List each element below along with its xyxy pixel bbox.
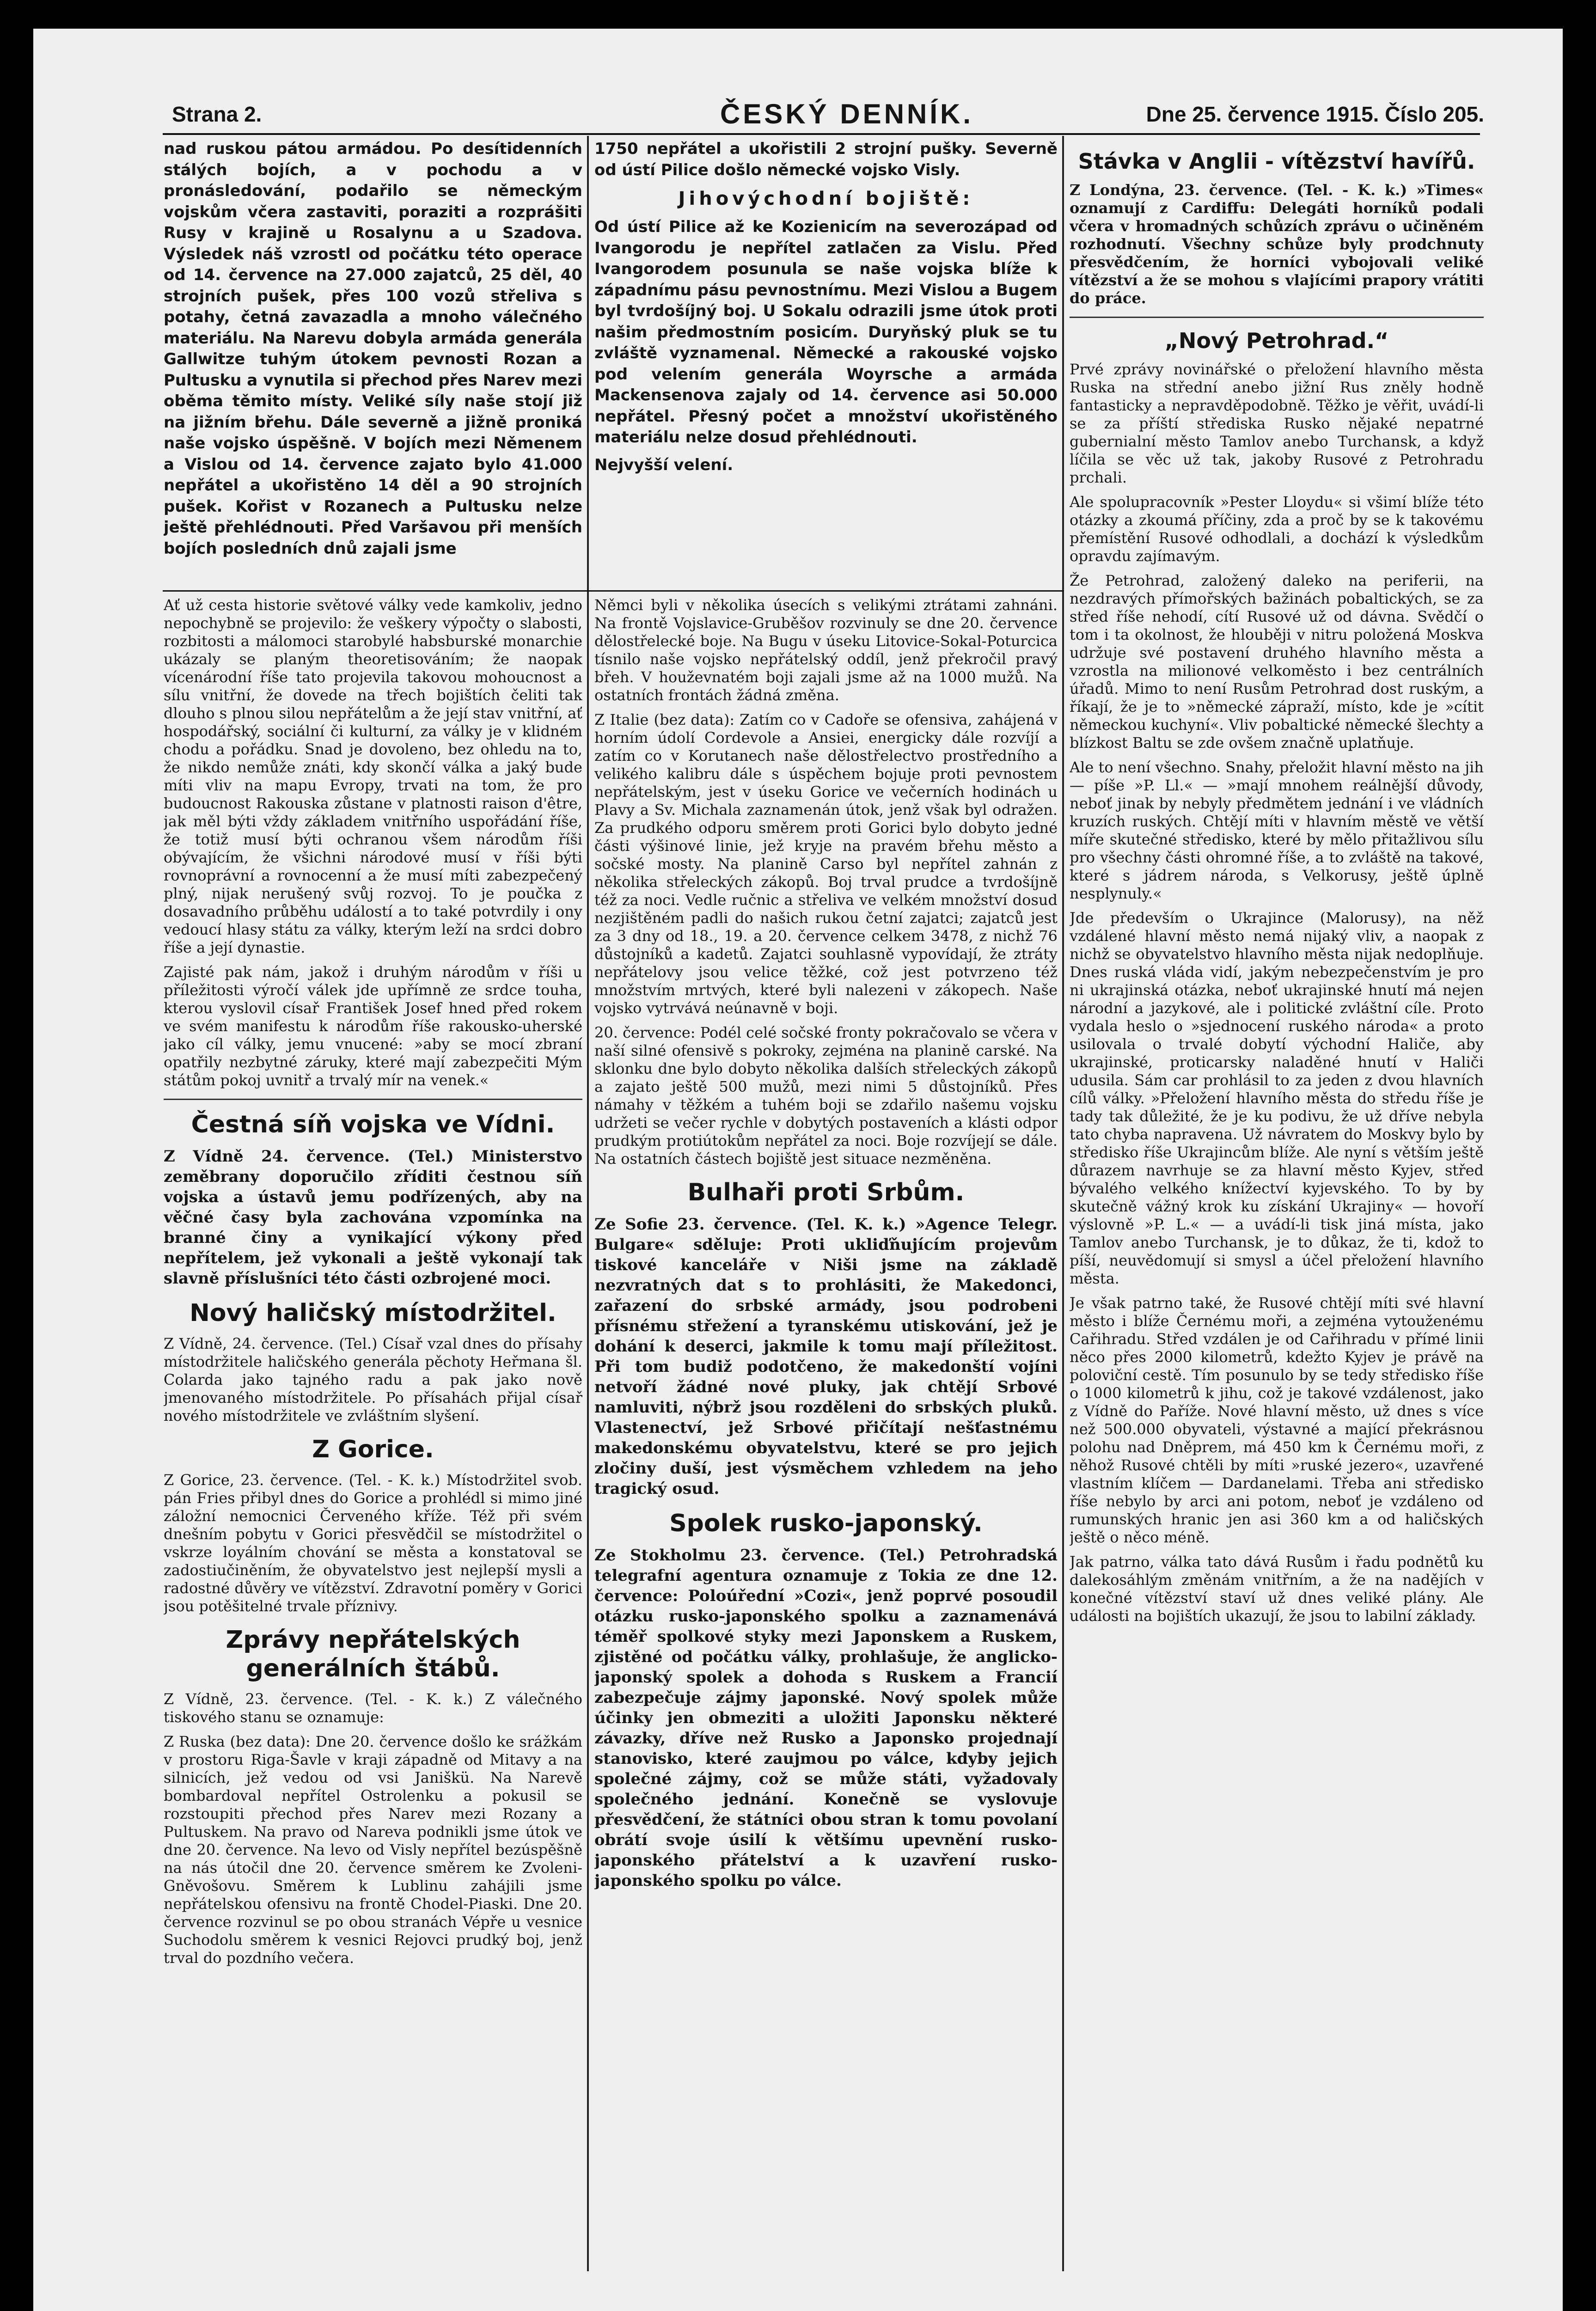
subheading-southeast-front: Jihovýchodní bojiště:: [678, 188, 974, 209]
petrograd-para-1: Prvé zprávy novinářské o přeložení hlavního města Ruska na střední anebo jižní Rus zněly hodně fantasticky a nepravděpodobně. Těžko je věřit, uvádí-li se za příští střediska Rusko nějaké nepatrné gubernialní město Tamlov anebo Turchansk, a když líčila se věc už tak, jakoby Rusové z Petrohradu prchali.: [1070, 361, 1484, 486]
divider: [164, 1099, 582, 1100]
heading-enemy-staff-reports: Zprávy nepřátelských generálních štábů.: [226, 1626, 520, 1682]
article-honor-hall: Z Vídně 24. července. (Tel.) Ministerstvo zeměbrany doporučilo zříditi čestnou síň vojska a ústavů jemu podřízených, aby na věčné časy byla zachována vzpomínka na branné činy a vynikající výkony před nepřítelem, jež vykonali a ještě vykonají tak slavně příslušníci této části ozbrojené moci.: [164, 1147, 582, 1288]
page-number: Strana 2.: [172, 102, 262, 126]
petrograd-para-6: Je však patrno také, že Rusové chtějí míti své hlavní město i blíže Černému moři, a zejména vytouženému Cařihradu. Střed vzdálen je od Cařihradu v přímé linii něco přes 2000 kilometrů, kdežto Kyjev je právě na poloviční cestě. Tím posunulo by se tedy středisko říše o 1000 kilometrů k jihu, což je takové vzdálenost, jako z Vídně do Paříže. Nové hlavní město, už dnes s více než 500.000 obyvateli, výstavné a mající překrásnou polohu nad Dněprem, má 450 km k Černému moři, z něhož Rusové chtěli by míti »ruské jezero«, uzavřené vlastním klíčem — Dardanelami. Třeba ani středisko říše nebylo by arci ani potom, neboť je vzdáleno od rumunských hranic jen asi 360 km a od haličských ještě o něco méně.: [1070, 1294, 1484, 1546]
article-anniversary-2: Zajisté pak nám, jakož i druhým národům v říši u příležitosti výročí válek jde upřímně ze srdce touha, kterou vyslovil císař František Josef hned před rokem ve svém manifestu k národům říše rakousko-uherské jako cíl války, jemu vnucené: »aby se mocí zbraní opatřily nezbytné záruky, které mají zabezpečiti Mým státům pokoj uvnitř a trvalý mír na venek.«: [164, 963, 582, 1089]
newspaper-page: [33, 29, 1563, 2311]
col2-top-text: 1750 nepřátel a ukořistili 2 strojní pušky. Severně od ústí Pilice došlo německé vojsko Visly.: [594, 140, 1058, 179]
article-anniversary-1: Ať už cesta historie světové války vede kamkoliv, jedno nepochybně se projevilo: že veškery výpočty o slabosti, rozbitosti a málomoci starobylé habsburské monarchie ukázaly se planým theoretisováním; že naopak vícenárodní říše tato projevila takovou mohoucnost a sílu vnitřní, že dovede na třech bojištích čeliti tak dlouho s plnou silou nepřátelům a že její stav vnitřní, ať hospodářský, sociální či kulturní, za války je v klidném chodu a pořádku. Snad je dovoleno, bez ohledu na to, že nikdo nemůže znáti, kdy skončí válka a jaký bude míti vliv na mapu Evropy, trvati na tom, že pro budoucnost Rakouska zůstane v platnosti raison d'être, jak měl býti vždy základem vnitřního uspořádání říše, že totiž musí býti ochranou všem národům říši obývajícím, že všichni národové musí v říši býti rovnoprávní a rovnocenní a že musí míti zabezpečený plný, nijak nerušený svůj rozvoj. To je poučka z dosavadního průběhu událostí a to také potvrdily i ony vedoucí hlasy státu za války, kterým leží na srdci dobro říše a její dynastie.: [164, 596, 582, 956]
heading-new-governor: Nový haličský místodržitel.: [190, 1299, 556, 1327]
article-enemy-intro: Z Vídně, 23. července. (Tel. - K. k.) Z válečného tiskového stanu se oznamuje:: [164, 1690, 582, 1726]
heading-new-petrograd: „Nový Petrohrad.“: [1164, 328, 1389, 353]
article-strike-england: Z Londýna, 23. července. (Tel. - K. k.) »Times« oznamují z Cardiffu: Delegáti horníků podali včera v hromadných schůzích zprávu o učiněném rozhodnutí. Všechny schůze byly prodchnuty přesvědčením, že horníci vybojovali veliké vítězství a že se mohou s vlajícími prapory vrátiti do práce.: [1070, 181, 1484, 307]
issue-date: Dne 25. července 1915. Číslo 205.: [1146, 102, 1484, 126]
article-gorice: Z Gorice, 23. července. (Tel. - K. k.) Místodržitel svob. pán Fries přibyl dnes do Gorice a prohlédl si mimo jiné záložní nemocnici Červeného kříže. Též při svém dnešním pobytu v Gorici přesvědčil se místodržitel o vskrze loyálním chování se města a konstatoval se zadostiučiněním, že obyvatelstvo jest nejlepší mysli a radostné důvěry ve vítězství. Zdravotní poměry v Gorici jsou potěšitelné trvale příznivy.: [164, 1471, 582, 1615]
col2-top: [594, 139, 1058, 587]
petrograd-para-7: Jak patrno, válka tato dává Rusům i řadu podnětů ku dalekosáhlým změnám vnitřním, a že na nadějích v konečné vítězství staví už dnes veliké plány. Ale události na bojištích ukazují, že jsou to labilní základy.: [1070, 1553, 1484, 1625]
column-rule-1: [587, 136, 589, 2271]
col1-main: [164, 596, 582, 2269]
heading-honor-hall: Čestná síň vojska ve Vídni.: [191, 1111, 555, 1138]
col1-top-text: nad ruskou pátou armádou. Po desítidenních stálých bojích, a v pochodu a v pronásledování, podařilo se německým vojskům včera zastaviti, poraziti a rozprášiti Rusy v krajině u Rosalynu a u Szadova. Výsledek náš vzrostl od počátku této operace od 14. července na 27.000 zajatců, 25 děl, 40 strojních pušek, přes 100 vozů střeliva s potahy, četná zavazadla a mnoho válečného materiálu. Na Narevu dobyla armáda generála Gallwitze tuhým útokem pevnosti Rozan a Pultusku a vynutila si přechod přes Narev mezi oběma těmito místy. Veliké síly naše stojí již na jižním břehu. Dále severně a jižně proniká naše vojsko úspěšně. V bojích mezi Němenem a Vislou od 14. července zajato bylo 41.000 nepřátel a ukořistěno 14 děl a 90 strojních pušek. Kořist v Rozanech a Pultusku nelze ještě přehlédnouti. Před Varšavou při menších bojích posledních dnů zajali jsme: [164, 140, 582, 558]
heading-russo-japanese: Spolek rusko-japonský.: [669, 1510, 983, 1537]
petrograd-para-3: Že Petrohrad, založený daleko na periferii, na nezdravých přímořských bažinách pobaltických, se za střed říše nehodí, cítí Rusové už od dávna. Svědčí o tom i ta okolnost, že hlouběji v nitru položená Moskva udržuje své postavení druhého hlavního města a vzrostla na milionové velkoměsto i bez centrálních úřadů. Mimo to není Rusům Petrohrad dost ruským, a říkají, že je to »německé zápraží, místo, kde je »cítit německou kuchyní«. Vliv pobaltické německé šlechty a blízkost Baltu se zde ovšem značně uplatňuje.: [1070, 572, 1484, 752]
article-italy-reports: Z Italie (bez data): Zatím co v Cadoře se ofensiva, zahájená v horním údolí Cordevole a Ansiei, energicky dále rozvíjí a zatím co v Korutanech naše dělostřelectvo prostředního a velikého kalibru dále s úspěchem bojuje proti pevnostem nepřátelským, jest v úseku Gorice ve večerních hodinách u Plavy a Sv. Michala zaznamenán útok, jenž však byl odražen. Za prudkého odporu směrem proti Gorici bylo dobyto jedné části výšinové linie, jež kryje na pravém břehu město a sočské mosty. Na planině Carso byl nepřítel zahnán z několika střeleckých zákopů. Boj trval prudce a tvrdošíjně též za noci. Vedle ručnic a střeliva ve velkém množství dosud nezjištěném padli do našich rukou četní zajatci; zajatců jest za 3 dny od 18., 19. a 20. července celkem 3478, z nichž 76 důstojníků a kadetů. Zajatci souhlasně vypovídají, že ztráty nepřátelovy jsou velice těžké, což jest potvrzeno též množstvím mrtvých, které byli nalezeni v zákopech. Naše vojsko vytrvává neúnavně v boji.: [594, 711, 1058, 1017]
article-enemy-russia: Z Ruska (bez data): Dne 20. července došlo ke srážkám v prostoru Riga-Šavle v kraji západně od Mitavy a na silnicích, jež vedou od vsi Janiškü. Na Narevě bombardoval nepřítel Ostrolenku a pokusil se rozstoupiti přechod přes Narev mezi Rozany a Pultuskem. Na pravo od Nareva podnikli jsme útok ve dne 20. července. Na levo od Visly nepřítel bezúspěšně na nás útočil dne 20. července směrem ke Zvoleni-Gněvošovu. Směrem k Lublinu zahájili jsme nepřátelskou ofensivu na frontě Chodel-Piaski. Dne 20. července rozvinul se po obou stranách Vépře u vesnice Suchodolu směrem k vesnici Rejovci prudký boj, jenž trval do pozdního večera.: [164, 1733, 582, 1967]
column-rule-2: [1062, 136, 1064, 2271]
article-new-governor: Z Vídně, 24. července. (Tel.) Císař vzal dnes do přísahy místodržitele haličského generála pěchoty Heřmana šl. Colarda jako tajného radu a pak jako nově jmenovaného místodržitele. Po přísahách přijal císař nového místodržitele ve zvláštním slyšení.: [164, 1335, 582, 1425]
col3: [1070, 139, 1484, 2269]
section-rule: [163, 590, 1064, 592]
petrograd-para-4: Ale to není všechno. Snahy, přeložit hlavní město na jih — píše »P. Ll.« — »mají mnohem reálnější důvody, neboť jinak by nebyly předmětem jednání i ve vládních kruzích ruských. Chtějí míti v hlavním městě ve větší míře skutečné středisko, které by mělo přitažlivou sílu pro všechny části ohromné říše, a to zvláště na takové, které s jádrem národa, s Velkorusy, ještě úplně nesplynuly.«: [1070, 758, 1484, 902]
col1-top: [164, 139, 582, 587]
heading-bulgarians-vs-serbs: Bulhaři proti Srbům.: [687, 1179, 965, 1206]
heading-gorice: Z Gorice.: [312, 1436, 434, 1463]
header-rule: [163, 133, 1480, 135]
article-russo-japanese: Ze Stokholmu 23. července. (Tel.) Petrohradská telegrafní agentura oznamuje z Tokia ze dne 12. července: Poloúřední »Cozi«, jenž poprvé posoudil otázku rusko-japonského spolku a zaznamenává téměř spolkové styky mezi Japonskem a Ruskem, zjistěné od počátku války, prohlašuje, že anglicko-japonský spolek a dohoda s Ruskem a Francií zabezpečuje zájmy japonské. Nový spolek může účinky jen obmeziti a uložiti Japonsku některé závazky, dříve než Rusko a Japonsko projednají stanovisko, které zaujmou po válce, kdyby jejich společné zájmy, což se může státi, vyžadovaly společného jednání. Konečně se vyslovuje přesvědčení, že státníci obou stran k tomu povolaní obrátí svoje úsilí k většímu upevnění rusko-japonského přátelství a k uzavření rusko-japonského spolku po válce.: [594, 1546, 1058, 1890]
article-italy-july20: 20. července: Podél celé sočské fronty pokračovalo se včera v naší silné ofensivě s pokroky, zejména na planině carské. Na sklonku dne bylo dobyto několika dalších střeleckých zákopů a zajato ještě 500 mužů, mezi nimi 5 důstojníků. Přes námahy v těžkém a tuhém boji se zdařilo našemu vojsku udržeti se večer rychle v dobytých postaveních a klásti odpor prudkým protiútokům nepřátel za noci. Boje rozvíjejí se dále. Na ostatních částech bojiště jest situace nezměněna.: [594, 1024, 1058, 1168]
divider: [1070, 317, 1484, 318]
signature-supreme-command: Nejvyšší velení.: [594, 455, 734, 474]
col2-main: [594, 596, 1058, 2269]
heading-strike-england: Stávka v Anglii - vítězství havířů.: [1078, 149, 1475, 174]
petrograd-para-5: Jde především o Ukrajince (Malorusy), na něž vzdálené hlavní město nemá nijaký vliv, a naopak z nichž se obyvatelstvo hlavního města nijak nedoplňuje. Dnes ruská vláda vidí, jakým nebezpečenstvím je pro ni ukrajinská otázka, neboť ukrajinské hnutí má nejen národní a jazykové, ale i politické zvláštní cíle. Proto vydala heslo o »sjednocení ruského národa« a proto usilovala o trvalé dobytí východní Haliče, aby ukrajinské, proticarsky naladěné hnutí v Haliči udusila. Sám car prohlásil to za jeden z dvou hlavních cílů války. »Přeložení hlavního města do středu říše je tady tak důležité, že je ku podivu, že už dříve nebyla tato chyba napravena. Už návratem do Moskvy bylo by středisko říše Ukrajincům blíže. Ale nyní s větším ještě důrazem navrhuje se za hlavní město Kyjev, střed bývalého velkého knížectví kyjevského. To by by skutečně vážný krok ku získání Ukrajiny« — hovoří výslovně »P. L.« — a uvádí-li tisk jiná místa, jako Tamlov anebo Turchansk, je to důkaz, že ti, kdož to píší, neuvědomují si smysl a účel přeložení hlavního města.: [1070, 909, 1484, 1287]
southeast-front-text: Od ústí Pilice až ke Kozienicím na severozápad od Ivangorodu je nepřítel zatlačen za Vislu. Před Ivangorodem posunula se naše vojska blíže k západnímu pásu pevnostnímu. Mezi Vislou a Bugem byl tvrdošíjný boj. U Sokalu odrazili jsme útok proti našim předmostním posicím. Duryňský pluk se tu zvláště vyznamenal. Německé a rakouské vojsko pod velením generála Woyrsche a armáda Mackensenova zajaly od 14. července asi 50.000 nepřátel. Přesný počet a množství ukořistěného materiálu nelze dosud přehlédnouti.: [594, 218, 1058, 446]
article-bulgarians-vs-serbs: Ze Sofie 23. července. (Tel. K. k.) »Agence Telegr. Bulgare« sděluje: Proti ukliďňujícím projevům tiskové kanceláře v Niši jsme na základě nezvratných dat s to prohlásiti, že Makedonci, zařazení do srbské armády, jsou podrobeni přísnému střežení a tyranskému utiskování, jež je dohání k deserci, jakmile k tomu mají příležitost. Při tom budiž podotčeno, že makedonští vojíni netvoří žádné nové pluky, jak chtějí Srbové namluviti, nýbrž jsou rozděleni do srbských pluků. Vlastenectví, jež Srbové přičítají nešťastnému makedonskému obyvatelstvu, které se pro jejich zločiny duší, jest výsměchem vzhledem na jeho tragický osud.: [594, 1215, 1058, 1498]
petrograd-para-2: Ale spolupracovník »Pester Lloydu« si všimí blíže této otázky a zkoumá příčiny, zda a proč by se k takovému přemístění Rusové odhodlali, a dochází k výsledkům opravdu zajímavým.: [1070, 493, 1484, 565]
masthead: ČESKÝ DENNÍK.: [720, 98, 974, 129]
article-front-reports-1: Němci byli v několika úsecích s velikými ztrátami zahnáni. Na frontě Vojslavice-Gruběšov rozvinuly se dne 20. července dělostřelecké boje. Na Bugu v úseku Litovice-Sokal-Poturcica tísnilo naše vojsko nepřátelský oddíl, jenž překročil pravý břeh. V houževnatém boji zajali jsme až na 1000 mužů. Na ostatních frontách žádná změna.: [594, 596, 1058, 704]
